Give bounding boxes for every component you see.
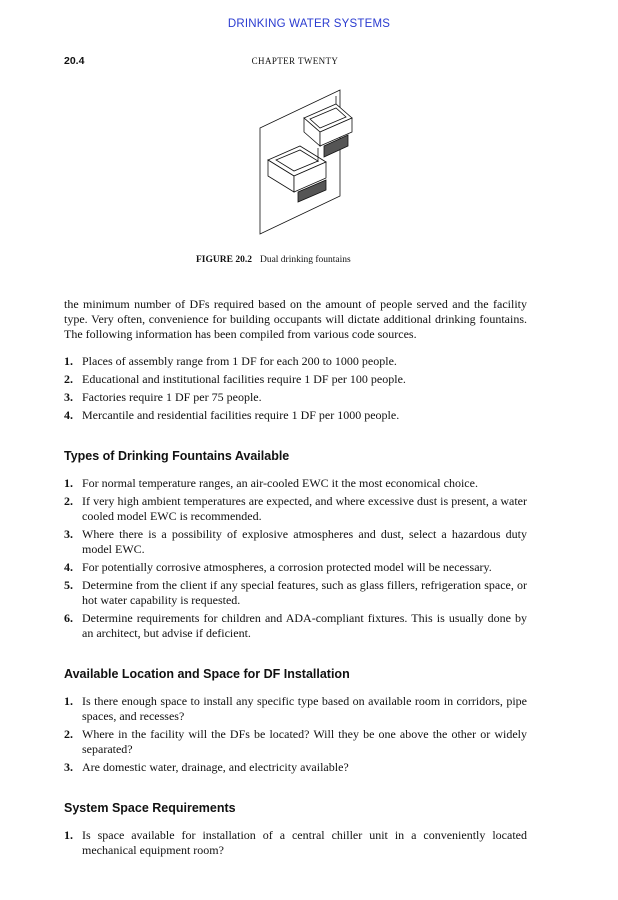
list-text: Are domestic water, drainage, and electricity available? [82,760,349,774]
location-list [64,694,527,775]
list-text: Determine from the client if any special features, such as glass fillers, refrigeration space, or hot water capability is requested. [82,578,527,607]
list-item [64,611,527,641]
list-item [64,372,527,387]
list-text: Where in the facility will the DFs be located? Will they be one above the other or widely separated? [82,727,527,756]
page-number: 20.4 [64,55,85,67]
list-number: 4. [64,560,73,574]
list-number: 3. [64,390,73,404]
list-item [64,828,527,858]
list-number: 1. [64,828,73,842]
list-text: If very high ambient temperatures are expected, and where excessive dust is present, a water cooled model EWC is recommended. [82,494,527,523]
list-item [64,354,527,369]
list-item [64,494,527,524]
list-item [64,560,527,575]
list-number: 2. [64,494,73,508]
list-number: 2. [64,727,73,741]
list-number: 1. [64,354,73,368]
list-number: 3. [64,760,73,774]
list-item [64,390,527,405]
list-item [64,727,527,757]
list-number: 6. [64,611,73,625]
page-body [64,297,527,861]
chapter-title: CHAPTER TWENTY [251,56,339,66]
figure-caption-text: Dual drinking fountains [259,255,351,265]
intro-paragraph: the minimum number of DFs required based on the amount of people served and the facility type. Very often, convenience for building occupants will dictate additional drinking fountains. The following information has been compiled from various code sources. [64,297,527,341]
list-text: Where there is a possibility of explosive atmospheres and dust, select a hazardous duty model EWC. [82,527,527,556]
list-text: Is there enough space to install any specific type based on available room in corridors, pipe spaces, and recesses? [82,694,527,723]
figure-caption [196,255,351,265]
list-number: 2. [64,372,73,386]
section-heading-location: Available Location and Space for DF Installation [64,667,350,681]
list-item [64,694,527,724]
figure-label: FIGURE 20.2 [196,255,252,265]
list-number: 1. [64,694,73,708]
section-heading-space: System Space Requirements [64,801,236,815]
list-text: Determine requirements for children and ADA-compliant fixtures. This is usually done by an architect, but advise if deficient. [82,611,527,640]
types-list [64,476,527,641]
dual-drinking-fountain-illustration [248,88,374,238]
list-text: For potentially corrosive atmospheres, a corrosion protected model will be necessary. [82,560,492,574]
running-title: DRINKING WATER SYSTEMS [227,18,391,30]
list-text: Educational and institutional facilities require 1 DF per 100 people. [82,372,406,386]
list-item [64,527,527,557]
list-item [64,578,527,608]
list-number: 5. [64,578,73,592]
list-text: Places of assembly range from 1 DF for each 200 to 1000 people. [82,354,397,368]
list-number: 1. [64,476,73,490]
list-item [64,476,527,491]
space-list [64,828,527,858]
list-text: Is space available for installation of a central chiller unit in a conveniently located mechanical equipment room? [82,828,527,857]
list-item [64,408,527,423]
code-requirements-list [64,354,527,423]
list-number: 4. [64,408,73,422]
list-number: 3. [64,527,73,541]
list-text: For normal temperature ranges, an air-cooled EWC it the most economical choice. [82,476,478,490]
list-text: Mercantile and residential facilities require 1 DF per 1000 people. [82,408,400,422]
list-text: Factories require 1 DF per 75 people. [82,390,262,404]
section-heading-types: Types of Drinking Fountains Available [64,449,290,463]
list-item [64,760,527,775]
